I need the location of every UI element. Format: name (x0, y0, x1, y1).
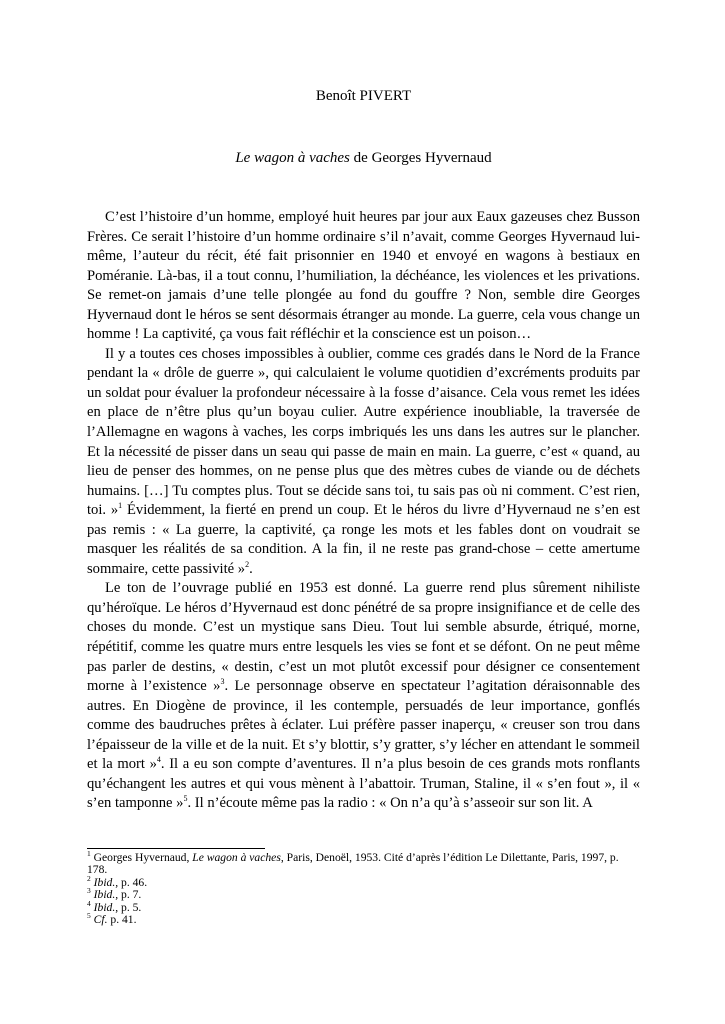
footnote-ref-4[interactable]: 4 (156, 755, 161, 765)
footnote-text: , Paris, Denoël, 1953. Cité d’après l’édition Le Dilettante, Paris, 1997, p. 178. (87, 851, 619, 877)
footnote-italic: Ibid. (93, 900, 116, 914)
footnote-ref-1[interactable]: 1 (118, 501, 123, 511)
paragraph-3 (87, 579, 640, 814)
title-suffix: de Georges Hyvernaud (349, 150, 492, 166)
footnote-text: Georges Hyvernaud, (90, 851, 193, 864)
footnote-number: 1 (87, 849, 91, 859)
footnote-italic: Ibid., (93, 888, 119, 902)
footnote-text: p. 7. (118, 888, 142, 902)
footnote-text: p. 41. (107, 913, 137, 927)
paragraph-3-text-d: . Il n’écoute même pas la radio : « On n’a qu’à s’asseoir sur son lit. A (187, 795, 593, 812)
paragraph-2-text-b: Évidemment, la fierté en prend un coup. Et le héros du livre d’Hyvernaud ne s’en est pas remis : « La guerre, la captivité, ça ronge les mots et les fables dont on voudrait se masquer les réalités de sa condition. A la fin, il ne reste pas grand-chose – cette amertume sommaire, cette passivité » (87, 502, 640, 577)
footnote-number: 2 (87, 873, 91, 883)
paragraph-3-text-b: . Le personnage observe en spectateur l’agitation déraisonnable des autres. En Diogène de province, il les contemple, persuadés de leur importance, gonflés comme des baudruches prêtes à éclater. Lui préfère passer inaperçu, « creuser son trou dans l’épaisseur de la ville et de la nuit. Et s’y blottir, s’y gratter, s’y lécher en attendant le sommeil et la mort » (87, 678, 640, 773)
footnote-ref-5[interactable]: 5 (183, 794, 188, 804)
footnote-5 (87, 911, 640, 927)
footnote-divider (87, 848, 265, 849)
paragraph-1: C’est l’histoire d’un homme, employé huit heures par jour aux Eaux gazeuses chez Busson Frères. Ce serait l’histoire d’un homme ordinaire s’il n’avait, comme Georges Hyvernaud lui-même, l’auteur du récit, été fait prisonnier en 1940 et envoyé en wagons à bestiaux en Poméranie. Là-bas, il a tout connu, l’humiliation, la déchéance, les violences et les privations. Se remet-on jamais d’une telle plongée au fond du gouffre ? Non, semble dire Georges Hyvernaud dont le héros se sent désormais étranger au monde. La guerre, cela vous change un homme ! La captivité, ça vous fait réfléchir et la conscience est un poison… (87, 209, 640, 343)
paragraph-3-text-a: Le ton de l’ouvrage publié en 1953 est donné. La guerre rend plus sûrement nihiliste qu’héroïque. Le héros d’Hyvernaud est donc pénétré de sa propre insignifiance et de celle des choses du monde. C’est un mystique sans Dieu. Tout lui semble absurde, étriqué, morne, répétitif, comme les quatre murs entre lesquels les vies se font et se défont. On ne peut même pas parler de destins, « destin, c’est un mot plutôt excessif pour désigner ce consentement morne à l’existence » (87, 580, 640, 695)
paragraph-3-text-c: . Il a eu son compte d’aventures. Il n’a plus besoin de ces grands mots ronflants qu’échangent les autres et qui vous mènent à l’abattoir. Truman, Staline, il « s’en fout », il « s’en tamponne » (87, 756, 640, 812)
footnote-ref-2[interactable]: 2 (245, 559, 250, 569)
author-name: Benoît PIVERT (315, 88, 412, 104)
footnote-3 (87, 886, 640, 902)
book-title: Le wagon à vaches (235, 150, 350, 166)
footnote-text: p. 46. (118, 875, 148, 889)
footnote-number: 5 (87, 911, 91, 921)
article-body (87, 208, 640, 814)
footnotes (87, 849, 640, 927)
paragraph-2 (87, 345, 640, 580)
footnote-italic: Le wagon à vaches (192, 851, 281, 864)
footnote-1 (87, 849, 640, 877)
footnote-italic: Ibid., (93, 875, 119, 889)
footnote-2 (87, 873, 640, 889)
paragraph-2-text-c: . (249, 560, 253, 577)
footnote-number: 4 (87, 898, 91, 908)
footnote-4 (87, 898, 640, 914)
footnote-ref-3[interactable]: 3 (220, 677, 225, 687)
paragraph-2-text-a: Il y a toutes ces choses impossibles à oublier, comme ces gradés dans le Nord de la France pendant la « drôle de guerre », qui calculaient le volume quotidien d’excréments produits par un soldat pour évaluer la profondeur nécessaire à la fosse d’aisance. Cela vous remet les idées en place de n’être plus qu’un boyau culier. Autre expérience inoubliable, la traversée de l’Allemagne en wagons à vaches, les corps imbriqués les uns dans les autres sur le plancher. Et la nécessité de pisser dans un seau qui passe de main en main. La guerre, c’est « quand, au lieu de penser des hommes, on ne pense plus que des mètres cubes de viande ou de déchets humains. […] Tu comptes plus. Tout se décide sans toi, tu sais pas où ni comment. C’est rien, toi. » (87, 345, 640, 519)
footnote-number: 3 (87, 886, 91, 896)
footnote-italic: Cf. (93, 913, 108, 927)
article-title (87, 150, 640, 167)
footnote-text: , p. 5. (115, 900, 142, 914)
